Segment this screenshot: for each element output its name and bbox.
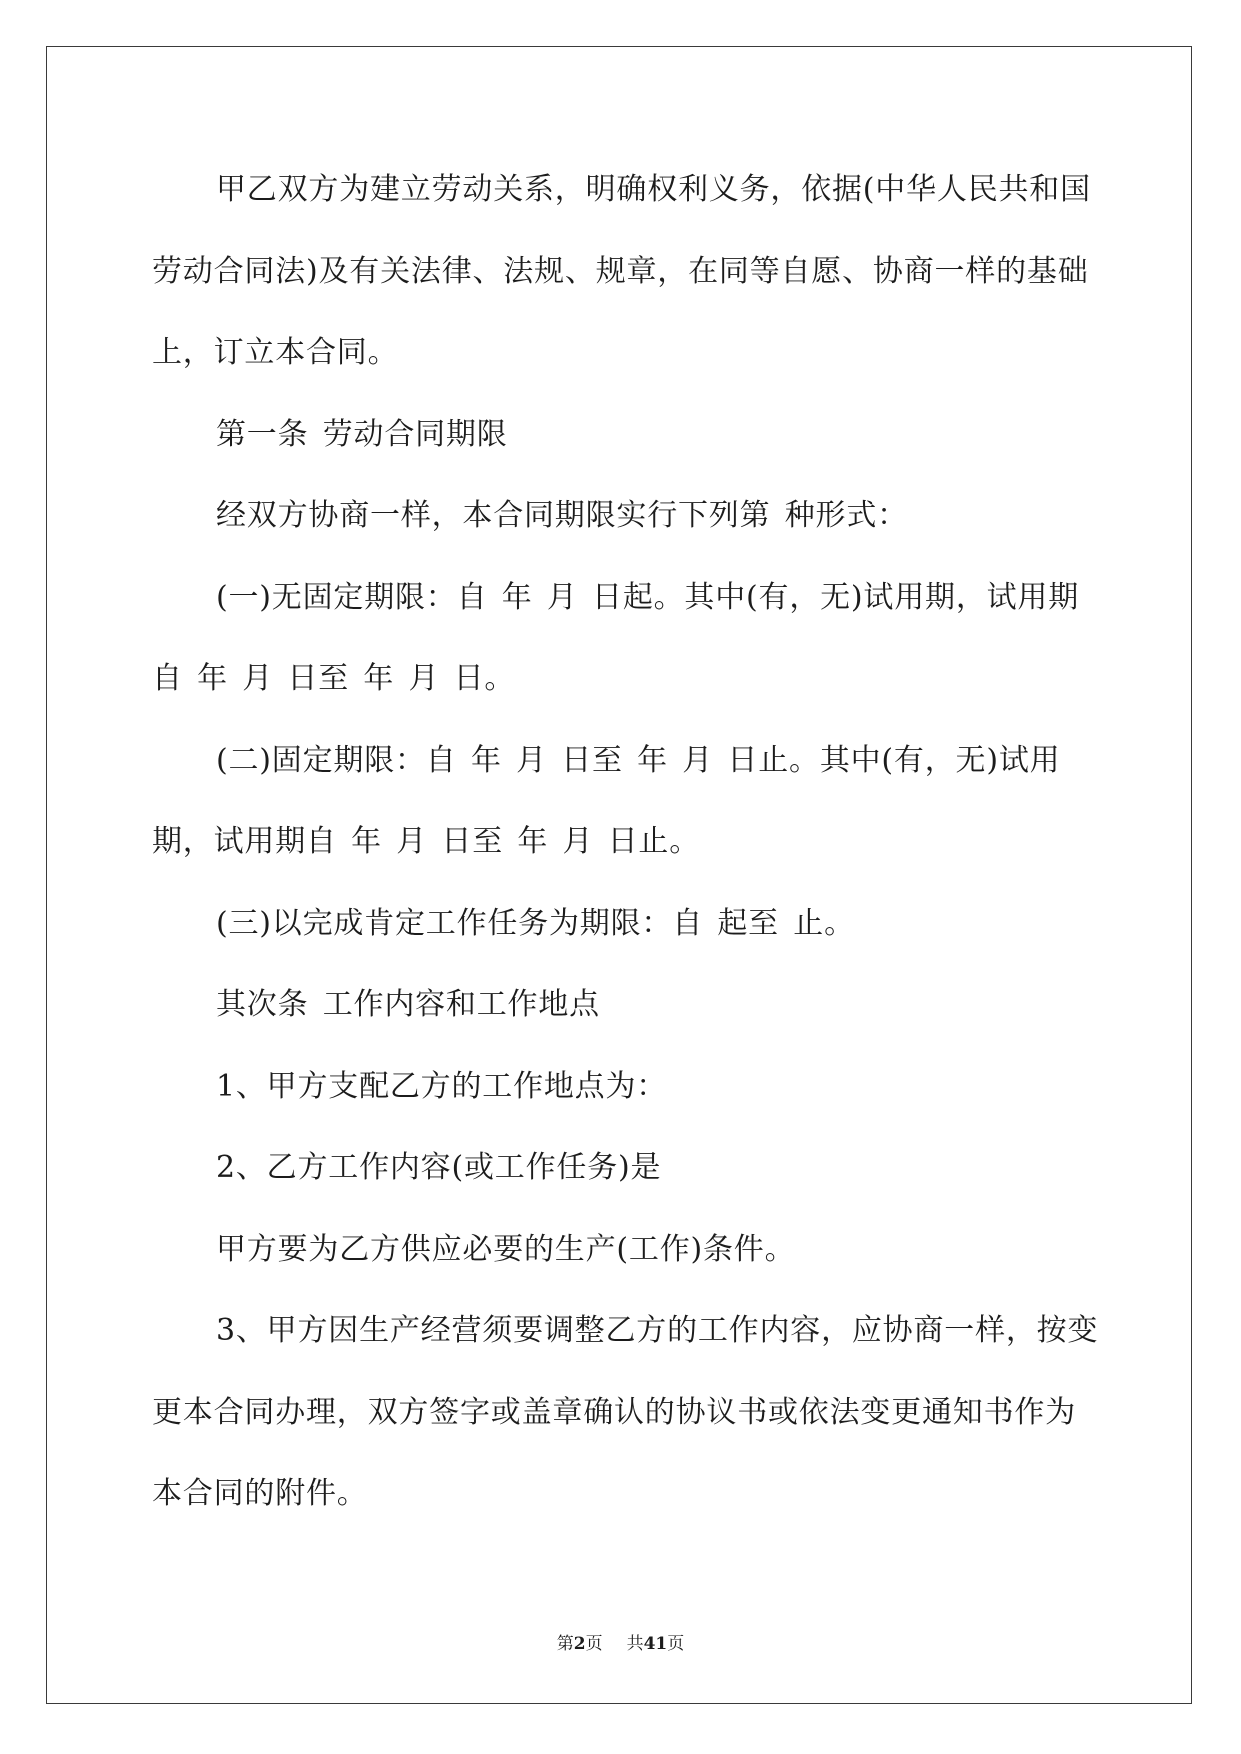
total-suffix: 页 bbox=[667, 1634, 685, 1654]
term-option-2 bbox=[152, 720, 1162, 883]
total-page-count: 41 bbox=[643, 1634, 668, 1654]
text-line: 3、甲方因生产经营须要调整乙方的工作内容，应协商一样，按变 bbox=[216, 1313, 1099, 1348]
work-location-item bbox=[152, 1046, 1162, 1128]
text-line: 1、甲方支配乙方的工作地点为： bbox=[216, 1068, 668, 1104]
current-page-label bbox=[557, 1634, 603, 1654]
total-prefix: 共 bbox=[626, 1634, 644, 1654]
text-line: 自 年 月 日至 年 月 日。 bbox=[152, 661, 516, 696]
document-body bbox=[152, 149, 1162, 1535]
text-line: 第一条 劳动合同期限 bbox=[216, 416, 508, 452]
work-adjustment-item bbox=[152, 1290, 1162, 1535]
text-line: (一)无固定期限：自 年 月 日起。其中(有，无)试用期，试用期 bbox=[216, 579, 1080, 615]
text-line: 更本合同办理，双方签字或盖章确认的协议书或依法变更通知书作为 bbox=[152, 1394, 1076, 1430]
term-option-1 bbox=[152, 557, 1162, 720]
total-pages-label bbox=[627, 1634, 685, 1654]
term-option-3 bbox=[152, 883, 1162, 965]
work-content-item bbox=[152, 1127, 1162, 1209]
text-line: 甲乙双方为建立劳动关系，明确权利义务，依据(中华人民共和国 bbox=[216, 172, 1091, 207]
text-line: 劳动合同法)及有关法律、法规、规章，在同等自愿、协商一样的基础 bbox=[152, 253, 1089, 289]
text-line: (二)固定期限：自 年 月 日至 年 月 日止。其中(有，无)试用 bbox=[216, 742, 1061, 778]
text-line: 经双方协商一样，本合同期限实行下列第 种形式： bbox=[216, 498, 908, 533]
article-2-heading bbox=[152, 964, 1162, 1046]
page-footer bbox=[0, 1631, 1241, 1657]
text-line: 本合同的附件。 bbox=[152, 1476, 368, 1511]
page-suffix: 页 bbox=[585, 1634, 603, 1654]
text-line: 其次条 工作内容和工作地点 bbox=[216, 987, 600, 1022]
text-line: 2、乙方工作内容(或工作任务)是 bbox=[216, 1150, 662, 1185]
text-line: 期，试用期自 年 月 日至 年 月 日止。 bbox=[152, 824, 701, 859]
work-conditions-paragraph bbox=[152, 1209, 1162, 1291]
current-page-number: 2 bbox=[573, 1634, 586, 1654]
text-line: 上，订立本合同。 bbox=[152, 335, 399, 370]
term-form-paragraph bbox=[152, 475, 1162, 557]
page-prefix: 第 bbox=[556, 1634, 574, 1654]
text-line: 甲方要为乙方供应必要的生产(工作)条件。 bbox=[216, 1231, 796, 1267]
preamble-paragraph bbox=[152, 149, 1162, 394]
article-1-heading bbox=[152, 394, 1162, 476]
text-line: (三)以完成肯定工作任务为期限：自 起至 止。 bbox=[216, 905, 855, 941]
